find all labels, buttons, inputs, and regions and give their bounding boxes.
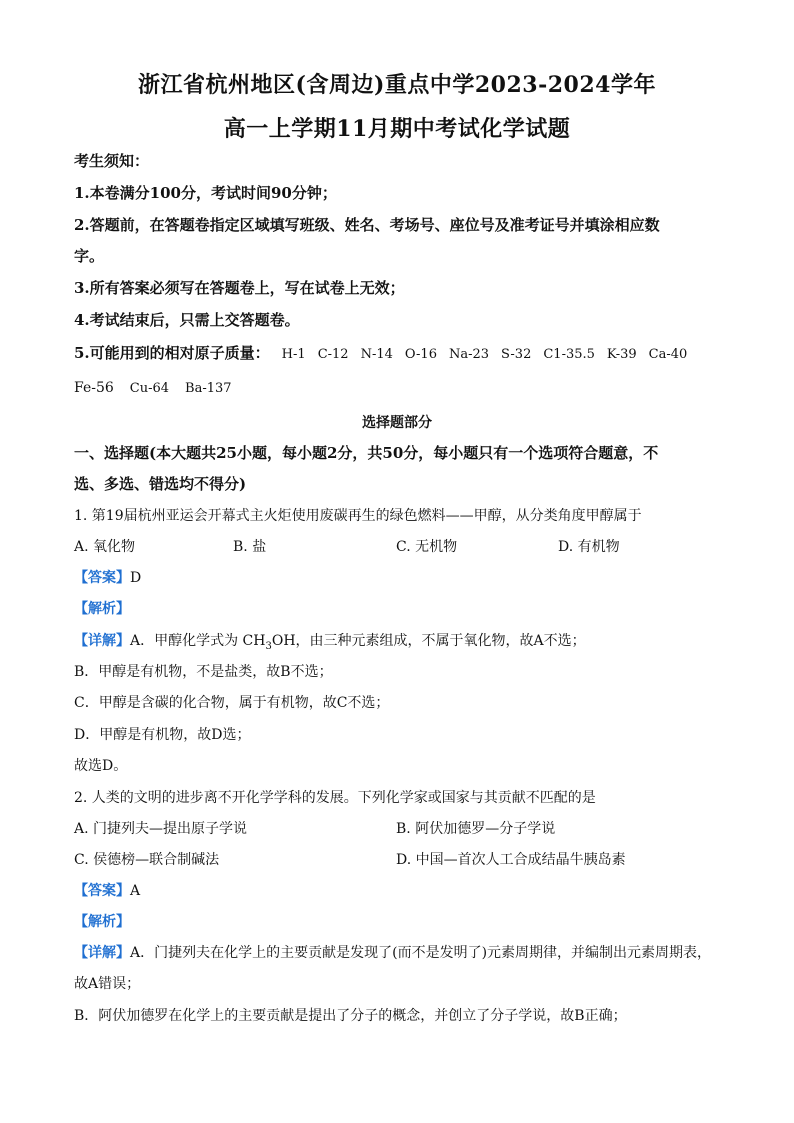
- question-1-option-c: C. 无机物: [396, 539, 458, 555]
- mass-h: H-1: [281, 347, 306, 362]
- mass-ba: Ba-137: [185, 381, 232, 396]
- mass-cl: C1-35.5: [543, 347, 595, 362]
- notice-item-2: 2.答题前，在答题卷指定区域填写班级、姓名、考场号、座位号及准考证号并填涂相应数: [74, 216, 660, 234]
- question-2-analysis: [74, 911, 130, 931]
- exam-title-line1: 浙江省杭州地区(含周边)重点中学2023-2024学年: [138, 72, 656, 98]
- question-2-detail-a: [74, 942, 711, 962]
- analysis-tag: 【解析】: [74, 601, 130, 617]
- notice-item-4: 4.考试结束后，只需上交答题卷。: [74, 311, 300, 329]
- answer-value: D: [130, 570, 142, 586]
- mass-na: Na-23: [448, 347, 490, 362]
- atomic-mass-row-2: [74, 380, 232, 396]
- answer-tag: 【答案】: [74, 883, 130, 899]
- question-1-conclusion: 故选D。: [74, 758, 128, 774]
- section-intro-line2: 选、多选、错选均不得分): [74, 475, 247, 493]
- question-2-option-c: C. 侯德榜—联合制碱法: [74, 852, 220, 868]
- question-1-answer: [74, 567, 141, 587]
- question-1-detail-c: C．甲醇是含碳的化合物，属于有机物，故C不选；: [74, 695, 390, 711]
- answer-value: A: [130, 883, 141, 899]
- exam-title-line2: 高一上学期11月期中考试化学试题: [223, 116, 571, 142]
- formula-subscript: 3: [265, 640, 272, 652]
- question-1-option-b: B. 盐: [233, 539, 267, 555]
- detail-tag: 【详解】: [74, 945, 130, 961]
- notice-item-1: 1.本卷满分100分，考试时间90分钟；: [74, 184, 337, 202]
- atomic-mass-lead: 5.可能用到的相对原子质量：: [74, 344, 270, 362]
- question-2-option-b: B. 阿伏加德罗—分子学说: [396, 821, 556, 837]
- mass-fe: Fe-56: [74, 380, 114, 396]
- question-2-option-d: D. 中国—首次人工合成结晶牛胰岛素: [396, 852, 626, 868]
- mass-s: S-32: [501, 347, 532, 362]
- mass-cu: Cu-64: [129, 381, 170, 396]
- question-1-stem: 1. 第19届杭州亚运会开幕式主火炬使用废碳再生的绿色燃料——甲醇，从分类角度甲醇属于: [74, 508, 642, 524]
- detail-tag: 【详解】: [74, 633, 130, 649]
- section-intro-line1: 一、选择题(本大题共25小题，每小题2分，共50分，每小题只有一个选项符合题意，不: [74, 444, 659, 462]
- question-1-option-a: A. 氧化物: [74, 539, 136, 555]
- question-1-option-d: D. 有机物: [558, 539, 620, 555]
- mass-k: K-39: [606, 347, 637, 362]
- question-1-detail-a: [74, 630, 586, 652]
- question-2-answer: [74, 880, 140, 900]
- question-1-detail-b: B．甲醇是有机物，不是盐类，故B不选；: [74, 664, 333, 680]
- question-2-stem: 2. 人类的文明的进步离不开化学学科的发展。下列化学家或国家与其贡献不匹配的是: [74, 790, 596, 806]
- question-1-detail-d: D．甲醇是有机物，故D选；: [74, 727, 251, 743]
- question-2-detail-b: B．阿伏加德罗在化学上的主要贡献是提出了分子的概念，并创立了分子学说，故B正确；: [74, 1008, 627, 1024]
- notice-item-3: 3.所有答案必须写在答题卷上，写在试卷上无效；: [74, 279, 405, 297]
- section-title: 选择题部分: [362, 415, 432, 431]
- notice-heading: 考生须知：: [74, 152, 150, 170]
- mass-n: N-14: [360, 347, 393, 362]
- question-1-analysis: [74, 598, 130, 618]
- mass-c: C-12: [317, 347, 349, 362]
- detail-a-text-end: OH，由三种元素组成，不属于氧化物，故A不选；: [271, 633, 586, 649]
- answer-tag: 【答案】: [74, 570, 130, 586]
- question-2-detail-a-cont: 故A错误；: [74, 976, 141, 992]
- mass-ca: Ca-40: [648, 347, 688, 362]
- atomic-mass-row-1: [74, 342, 687, 363]
- mass-o: O-16: [404, 347, 437, 362]
- notice-item-2-cont: 字。: [74, 247, 105, 265]
- detail-a-text: A．甲醇化学式为 CH: [130, 633, 266, 649]
- detail-a-text: A．门捷列夫在化学上的主要贡献是发现了(而不是发明了)元素周期律，并编制出元素周期表，: [130, 945, 712, 961]
- question-2-option-a: A. 门捷列夫—提出原子学说: [74, 821, 248, 837]
- analysis-tag: 【解析】: [74, 914, 130, 930]
